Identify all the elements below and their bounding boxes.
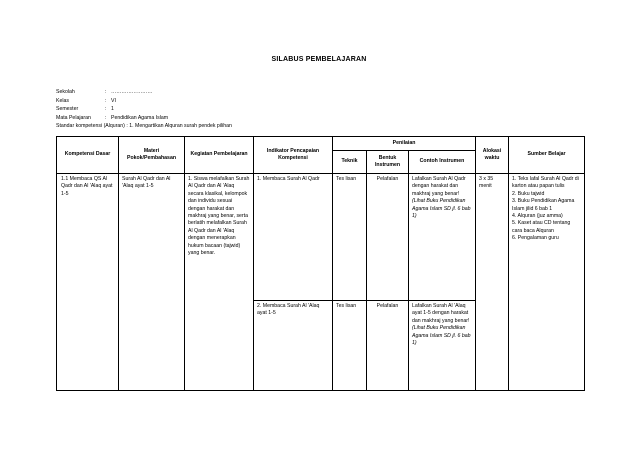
meta-sekolah (56, 88, 232, 97)
meta-sekolah-sep: : (104, 89, 107, 95)
kompetensi-cell: 1.1 Membaca QS Al Qadr dan Al 'Alaq ayat 1-5 (57, 174, 119, 391)
meta-kelas-value: VI (111, 97, 116, 104)
contoh-text: Lafalkan Surah Al 'Alaq ayat 1-5 dengan harakat dan makhraj yang benar! (412, 303, 470, 324)
header-penilaian: Penilaian (333, 137, 476, 151)
meta-kelas-sep: : (104, 97, 107, 104)
meta-mapel-value: Pendidikan Agama Islam (111, 114, 169, 121)
sumber-item: 5. Kaset atau CD tentang cara baca Alquran (512, 220, 571, 234)
alokasi-cell: 3 x 35 menit (476, 174, 509, 391)
header-sumber: Sumber Belajar (509, 137, 585, 174)
meta-mapel (56, 114, 232, 123)
syllabus-table (56, 136, 585, 391)
meta-sekolah-value: …………………… (111, 89, 153, 95)
header-materi: Materi Pokok/Pembahasan (119, 137, 185, 174)
meta-standar-kompetensi: Standar kompetensi (Alquran) : 1. Mengartikan Alquran surah pendek pilihan (56, 123, 232, 130)
contoh-reference: (Lihat Buku Pendidikan Agama Islam SD jl. 6 bab 1) (412, 198, 471, 220)
sumber-item: 4. Alquran (juz amma) (512, 213, 563, 220)
meta-kelas-label: Kelas (56, 97, 69, 104)
header-indikator: Indikator Pencapaian Kompetensi (254, 137, 333, 174)
meta-semester-label: Semester (56, 106, 79, 113)
sumber-item: 2. Buku tajwid (512, 190, 545, 197)
meta-mapel-label: Mata Pelajaran (56, 114, 91, 121)
contoh-cell (409, 174, 476, 301)
meta-mapel-sep: : (104, 114, 107, 121)
bentuk-cell: Pelafalan (367, 174, 409, 301)
teknik-cell: Tes lisan (333, 174, 367, 301)
header-teknik: Teknik (333, 151, 367, 174)
kegiatan-cell: 1. Siswa melafalkan Surah Al Qadr dan Al 'Alaq secara klasikal, kelompok dan individu sesuai dengan harakat dan makhraj yang benar, serta berlatih melafalkan Surah Al Qadr dan Al 'Alaq dengan menerapkan hukum bacaan (tajwid) yang benar. (185, 174, 254, 391)
sumber-item: 6. Pengalaman guru (512, 235, 559, 242)
meta-block (56, 88, 232, 131)
meta-semester-value: 1 (111, 106, 114, 113)
sumber-item: 1. Teks lafal Surah Al Qadr di karton atau papan tulis (512, 176, 579, 190)
header-kompetensi-dasar: Kompetensi Dasar (57, 137, 119, 174)
meta-sekolah-label: Sekolah (56, 89, 75, 95)
indikator-cell: 1. Membaca Surah Al Qadr (254, 174, 333, 301)
teknik-cell: Tes lisan (333, 301, 367, 391)
contoh-reference: (Lihat Buku Pendidikan Agama Islam SD jl. 6 bab 1) (412, 325, 471, 347)
header-contoh: Contoh Instrumen (409, 151, 476, 174)
meta-semester-sep: : (104, 106, 107, 113)
sumber-cell (509, 174, 585, 391)
contoh-text: Lafalkan Surah Al Qadr dengan harakat dan makhraj yang benar! (412, 176, 466, 197)
meta-semester (56, 105, 232, 114)
document-title: SILABUS PEMBELAJARAN (271, 56, 367, 63)
sumber-item: 3. Buku Pendidikan Agama Islam jilid 6 bab 1 (512, 198, 575, 212)
materi-cell: Surah Al Qadr dan Al 'Alaq ayat 1-5 (119, 174, 185, 391)
header-bentuk: Bentuk Instrumen (367, 151, 409, 174)
meta-kelas (56, 97, 232, 106)
header-alokasi: Alokasi waktu (476, 137, 509, 174)
header-kegiatan: Kegiatan Pembelajaran (185, 137, 254, 174)
contoh-cell (409, 301, 476, 391)
indikator-cell: 2. Membaca Surah Al 'Alaq ayat 1-5 (254, 301, 333, 391)
bentuk-cell: Pelafalan (367, 301, 409, 391)
